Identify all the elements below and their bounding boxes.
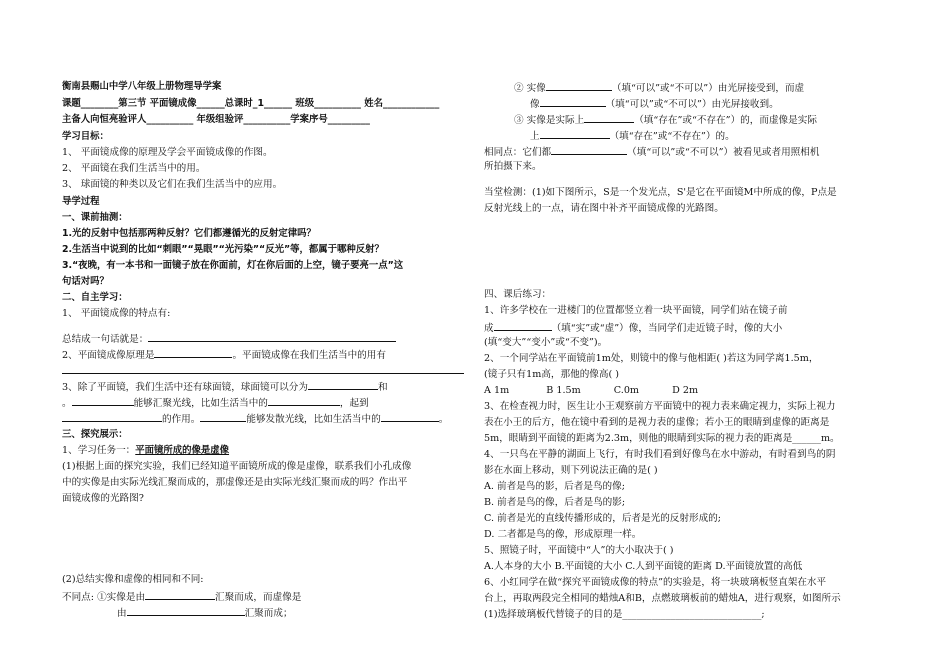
- text: 能够发散光线，比如生活当中的: [246, 414, 381, 425]
- exercise-4-option: D. 二者都是鸟的像，形成原理一样。: [484, 529, 642, 540]
- paragraph-line: (1)根据上面的探究实验，我们已经知道平面镜所成的像是虚像，联系我们小孔成像: [62, 461, 412, 472]
- exercise-3: 3、在检查视力时，医生让小王观察前方平面镜中的视力表来确定视力，实际上视力: [484, 401, 836, 412]
- exercise-6: 6、小红同学在做“探究平面镜成像的特点”的实验是，将一块玻璃板竖直架在水平: [484, 577, 827, 588]
- fill-blank: [145, 589, 215, 600]
- exercise-1-line2: [484, 320, 782, 335]
- section-1-title: 一、课前抽测：: [62, 212, 128, 223]
- exercise-3-cont: 5m，眼睛到平面镜的距离为2.3m，则他的眼睛到实际的视力表的距离是______m。: [484, 433, 840, 444]
- paragraph-line: 中的实像是由实际光线汇聚而成的，那虚像还是由实际光线汇聚而成的吗？作出平: [62, 477, 408, 488]
- text: ，起到: [339, 398, 369, 409]
- text: 能够汇聚光线，比如生活当中的: [133, 398, 268, 409]
- exercise-6-cont: 台上，再取两段完全相同的蜡烛A和B，点燃玻璃板前的蜡烛A，进行观察，如图所示: [484, 593, 841, 604]
- question-2: 2.生活当中说到的比如“刺眼”“晃眼”“光污染”“反光”等，都属于哪种反射？: [62, 244, 384, 255]
- self-study-1: 1、 平面镜成像的特点有:: [62, 308, 171, 319]
- text: （填“可以”或“不可以”）被看见或者用照相机: [627, 147, 820, 158]
- virtual-exists-line: [530, 128, 735, 143]
- section-2-title: 二、自主学习：: [62, 292, 128, 303]
- goal-item: 2、 平面镜在我们生活当中的用。: [62, 163, 206, 174]
- text: 。: [62, 398, 72, 409]
- class-check-cont: 反射光线上的一点，请在图中补齐平面镜成像的光路图。: [484, 203, 724, 214]
- exercise-4-option: B. 前者是鸟的像，后者是鸟的影;: [484, 497, 626, 508]
- exercise-2-cont: (镜子只有1m高，那他的像高( ): [484, 369, 620, 380]
- text: 成: [484, 323, 494, 334]
- fill-blank: [546, 80, 612, 91]
- goal-item: 3、 球面镜的种类以及它们在我们生活当中的应用。: [62, 179, 283, 190]
- fill-blank: [148, 331, 396, 342]
- text: 像: [530, 99, 540, 110]
- text: 汇聚而成；: [244, 608, 293, 619]
- self-study-3-line2: [62, 395, 369, 410]
- option: B 1.5m: [546, 385, 581, 396]
- text: 1、学习任务一：: [62, 445, 136, 456]
- paragraph-line: 面镜成像的光路图?: [62, 493, 144, 504]
- exercise-1-line3: (填“变大”“变小”或“不变”)。: [484, 337, 608, 348]
- section-4-title: 四、课后练习：: [484, 289, 552, 300]
- text: 相同点：它们都: [484, 147, 552, 158]
- goals-title: 学习目标：: [62, 131, 109, 142]
- class-check: 当堂检测：(1)如下图所示，S是一个发光点，S'是它在平面镜M中所成的像，P点是: [484, 187, 837, 198]
- exercise-3-cont: 表在小王的后方，他在镜中看到的是视力表的虚像；若小王的眼睛到虚像的距离是: [484, 417, 830, 428]
- text: 上: [530, 131, 540, 142]
- fill-blank: [62, 363, 464, 374]
- exercise-4-option: A. 前者是鸟的影，后者是鸟的像;: [484, 481, 625, 492]
- text: 。: [438, 414, 449, 425]
- text: 和: [377, 382, 388, 393]
- section-3-title: 三、探究展示：: [62, 429, 128, 440]
- doc-title: 衡南县赐山中学八年级上册物理导学案: [62, 81, 222, 92]
- self-study-3: [62, 379, 388, 394]
- text: 。平面镜成像在我们生活当中的用有: [232, 350, 386, 361]
- summary-label: 总结成一句话就是：: [62, 334, 149, 345]
- fill-blank: [268, 395, 340, 406]
- same-point-cont: 所拍摄下来。: [484, 161, 542, 172]
- summary-compare: (2)总结实像和虚像的相同和不同:: [62, 574, 204, 585]
- fill-blank: [494, 320, 552, 331]
- exercise-4-option: C. 前者是光的直线传播形成的，后者是光的反射形成的;: [484, 513, 721, 524]
- self-study-3-line3: [62, 411, 448, 426]
- task-1-topic: 平面镜所成的像是虚像: [135, 445, 230, 456]
- text: 2、平面镜成像原理是: [62, 350, 155, 361]
- exercise-6-cont: (1)选择玻璃板代替镜子的目的是_____________________________;: [484, 609, 765, 620]
- header-line-1: 课题________第三节 平面镜成像______总课时_1______ 班级__________ 姓名____________: [62, 98, 440, 109]
- fill-blank: [551, 144, 627, 155]
- text: （填“存在”或“不存在”）的。: [609, 131, 735, 142]
- fill-blank: [308, 379, 378, 390]
- exercise-4-cont: 影在水面上移动，则下列说法正确的是( ): [484, 465, 658, 476]
- option: A 1m: [484, 385, 510, 396]
- exercise-2: 2、一个同学站在平面镜前1m处，则镜中的像与他相距( )若这为同学离1.5m，: [484, 353, 819, 364]
- text: 的作用。: [162, 414, 201, 425]
- process-title: 导学过程: [62, 196, 100, 207]
- fill-blank: [127, 605, 245, 616]
- exercise-4: 4、一只鸟在平静的湖面上飞行，有时我们看到好像鸟在水中游动，有时看到鸟的阴: [484, 449, 836, 460]
- text: 3、除了平面镜，我们生活中还有球面镜，球面镜可以分为: [62, 382, 308, 393]
- fill-blank: [381, 411, 439, 422]
- text: 汇聚而成，而虚像是: [215, 592, 302, 603]
- question-3: 3.“夜晚，有一本书和一面镜子放在你面前，灯在你后面的上空，镜子要亮一点”这: [62, 260, 404, 271]
- exercise-1: 1、许多学校在一进楼门的位置都竖立着一块平面镜，同学们站在镜子前: [484, 305, 788, 316]
- text: （填“可以”或“不可以”）由光屏接收到。: [605, 99, 779, 110]
- fill-blank: [62, 411, 162, 422]
- fill-blank: [72, 395, 134, 406]
- fill-blank: [584, 112, 634, 123]
- goal-item: 1、 平面镜成像的原理及学会平面镜成像的作图。: [62, 147, 273, 158]
- text: ③ 实像是实际上: [514, 115, 585, 126]
- header-line-2: 主备人向恒亮验评人__________ 年级组验评__________学案序号_________: [62, 114, 370, 125]
- text: （填“可以”或“不可以”）由光屏接受到，而虚: [611, 83, 805, 94]
- text: 由: [117, 608, 127, 619]
- self-study-2: [62, 347, 386, 362]
- text: 不同点: ①实像是由: [62, 592, 146, 603]
- exercise-5-options: A.人本身的大小 B.平面镜的大小 C.人到平面镜的距离 D.平面镜放置的高低: [484, 561, 803, 572]
- fill-blank: [200, 411, 246, 422]
- same-point: [484, 144, 819, 159]
- text: ② 实像: [514, 83, 546, 94]
- exercise-2-options: [484, 384, 698, 397]
- text: （填“存在”或“不存在”）的，而虚像是实际: [634, 115, 817, 126]
- real-exists-line: [514, 112, 817, 127]
- fill-line: [62, 363, 464, 378]
- question-3-cont: 句话对吗？: [62, 276, 109, 287]
- option: D 2m: [672, 385, 699, 396]
- fill-blank: [154, 347, 232, 358]
- difference-1-cont: [117, 605, 293, 620]
- task-1: [62, 444, 229, 457]
- option: C.0m: [613, 385, 640, 396]
- fill-blank: [540, 128, 610, 139]
- text: （填“实”或“虚”）像，当同学们走近镜子时，像的大小: [551, 323, 783, 334]
- exercise-5: 5、照镜子时，平面镜中“人”的大小取决于( ): [484, 545, 674, 556]
- virtual-image-line: [530, 96, 779, 111]
- fill-blank: [540, 96, 606, 107]
- summary-line: [62, 331, 396, 346]
- difference-1: [62, 589, 301, 604]
- real-image-line: [514, 80, 804, 95]
- question-1: 1.光的反射中包括那两种反射？它们都遵循光的反射定律吗？: [62, 228, 316, 239]
